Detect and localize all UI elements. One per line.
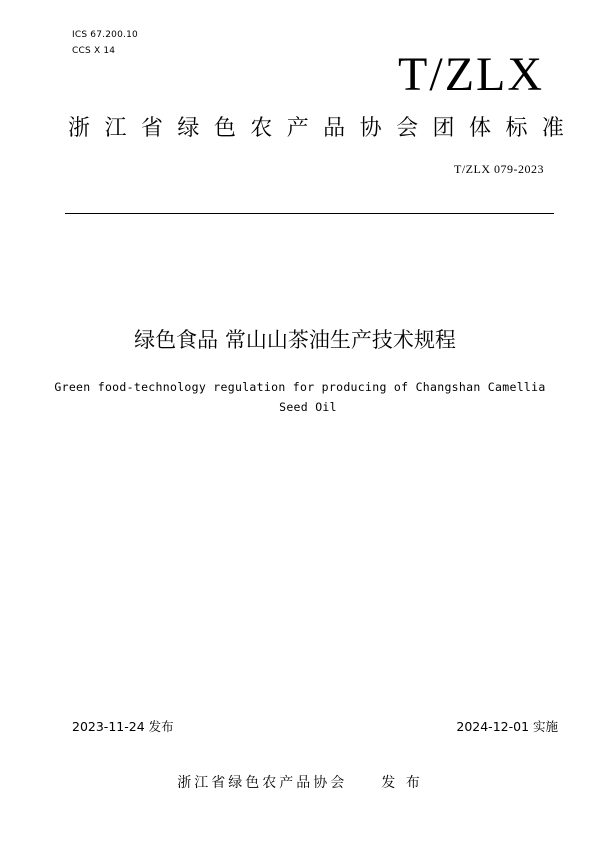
- org-title-char: 体: [468, 116, 491, 141]
- org-title-char: 农: [250, 116, 273, 141]
- issue-date: 2023-11-24 发布: [72, 719, 174, 734]
- title-english-line-2: Seed Oil: [279, 400, 337, 414]
- org-title-char: 绿: [177, 116, 200, 141]
- org-title-char: 协: [359, 116, 382, 141]
- implementation-date: 2024-12-01 实施: [456, 719, 558, 734]
- standard-logo: T/ZLX: [398, 48, 544, 101]
- org-title-char: 色: [213, 116, 236, 141]
- org-title-char: 团: [432, 116, 455, 141]
- org-title-char: 江: [104, 116, 127, 141]
- org-title-char: 会: [396, 116, 419, 141]
- org-title-char: 浙: [68, 116, 91, 141]
- publisher-name: 浙江省绿色农产品协会: [177, 775, 348, 791]
- standard-number: T/ZLX 079-2023: [454, 162, 544, 176]
- org-title-char: 省: [140, 116, 163, 141]
- org-title-char: 标: [505, 116, 528, 141]
- org-title-char: 产: [286, 116, 309, 141]
- ics-code: ICS 67.200.10: [72, 30, 138, 40]
- divider-line: [65, 213, 554, 214]
- title-chinese: [0, 324, 600, 356]
- title-chinese-text: 绿色食品 常山山茶油生产技术规程: [134, 328, 456, 352]
- org-title-char: 准: [541, 116, 564, 141]
- org-title: [68, 114, 564, 144]
- org-title-char: 品: [323, 116, 346, 141]
- ccs-code: CCS X 14: [72, 46, 116, 56]
- title-english-line-1: Green food-technology regulation for producing of Changshan Camellia: [54, 380, 546, 394]
- publish-action: 发 布: [381, 775, 423, 791]
- publisher-line: [0, 772, 600, 792]
